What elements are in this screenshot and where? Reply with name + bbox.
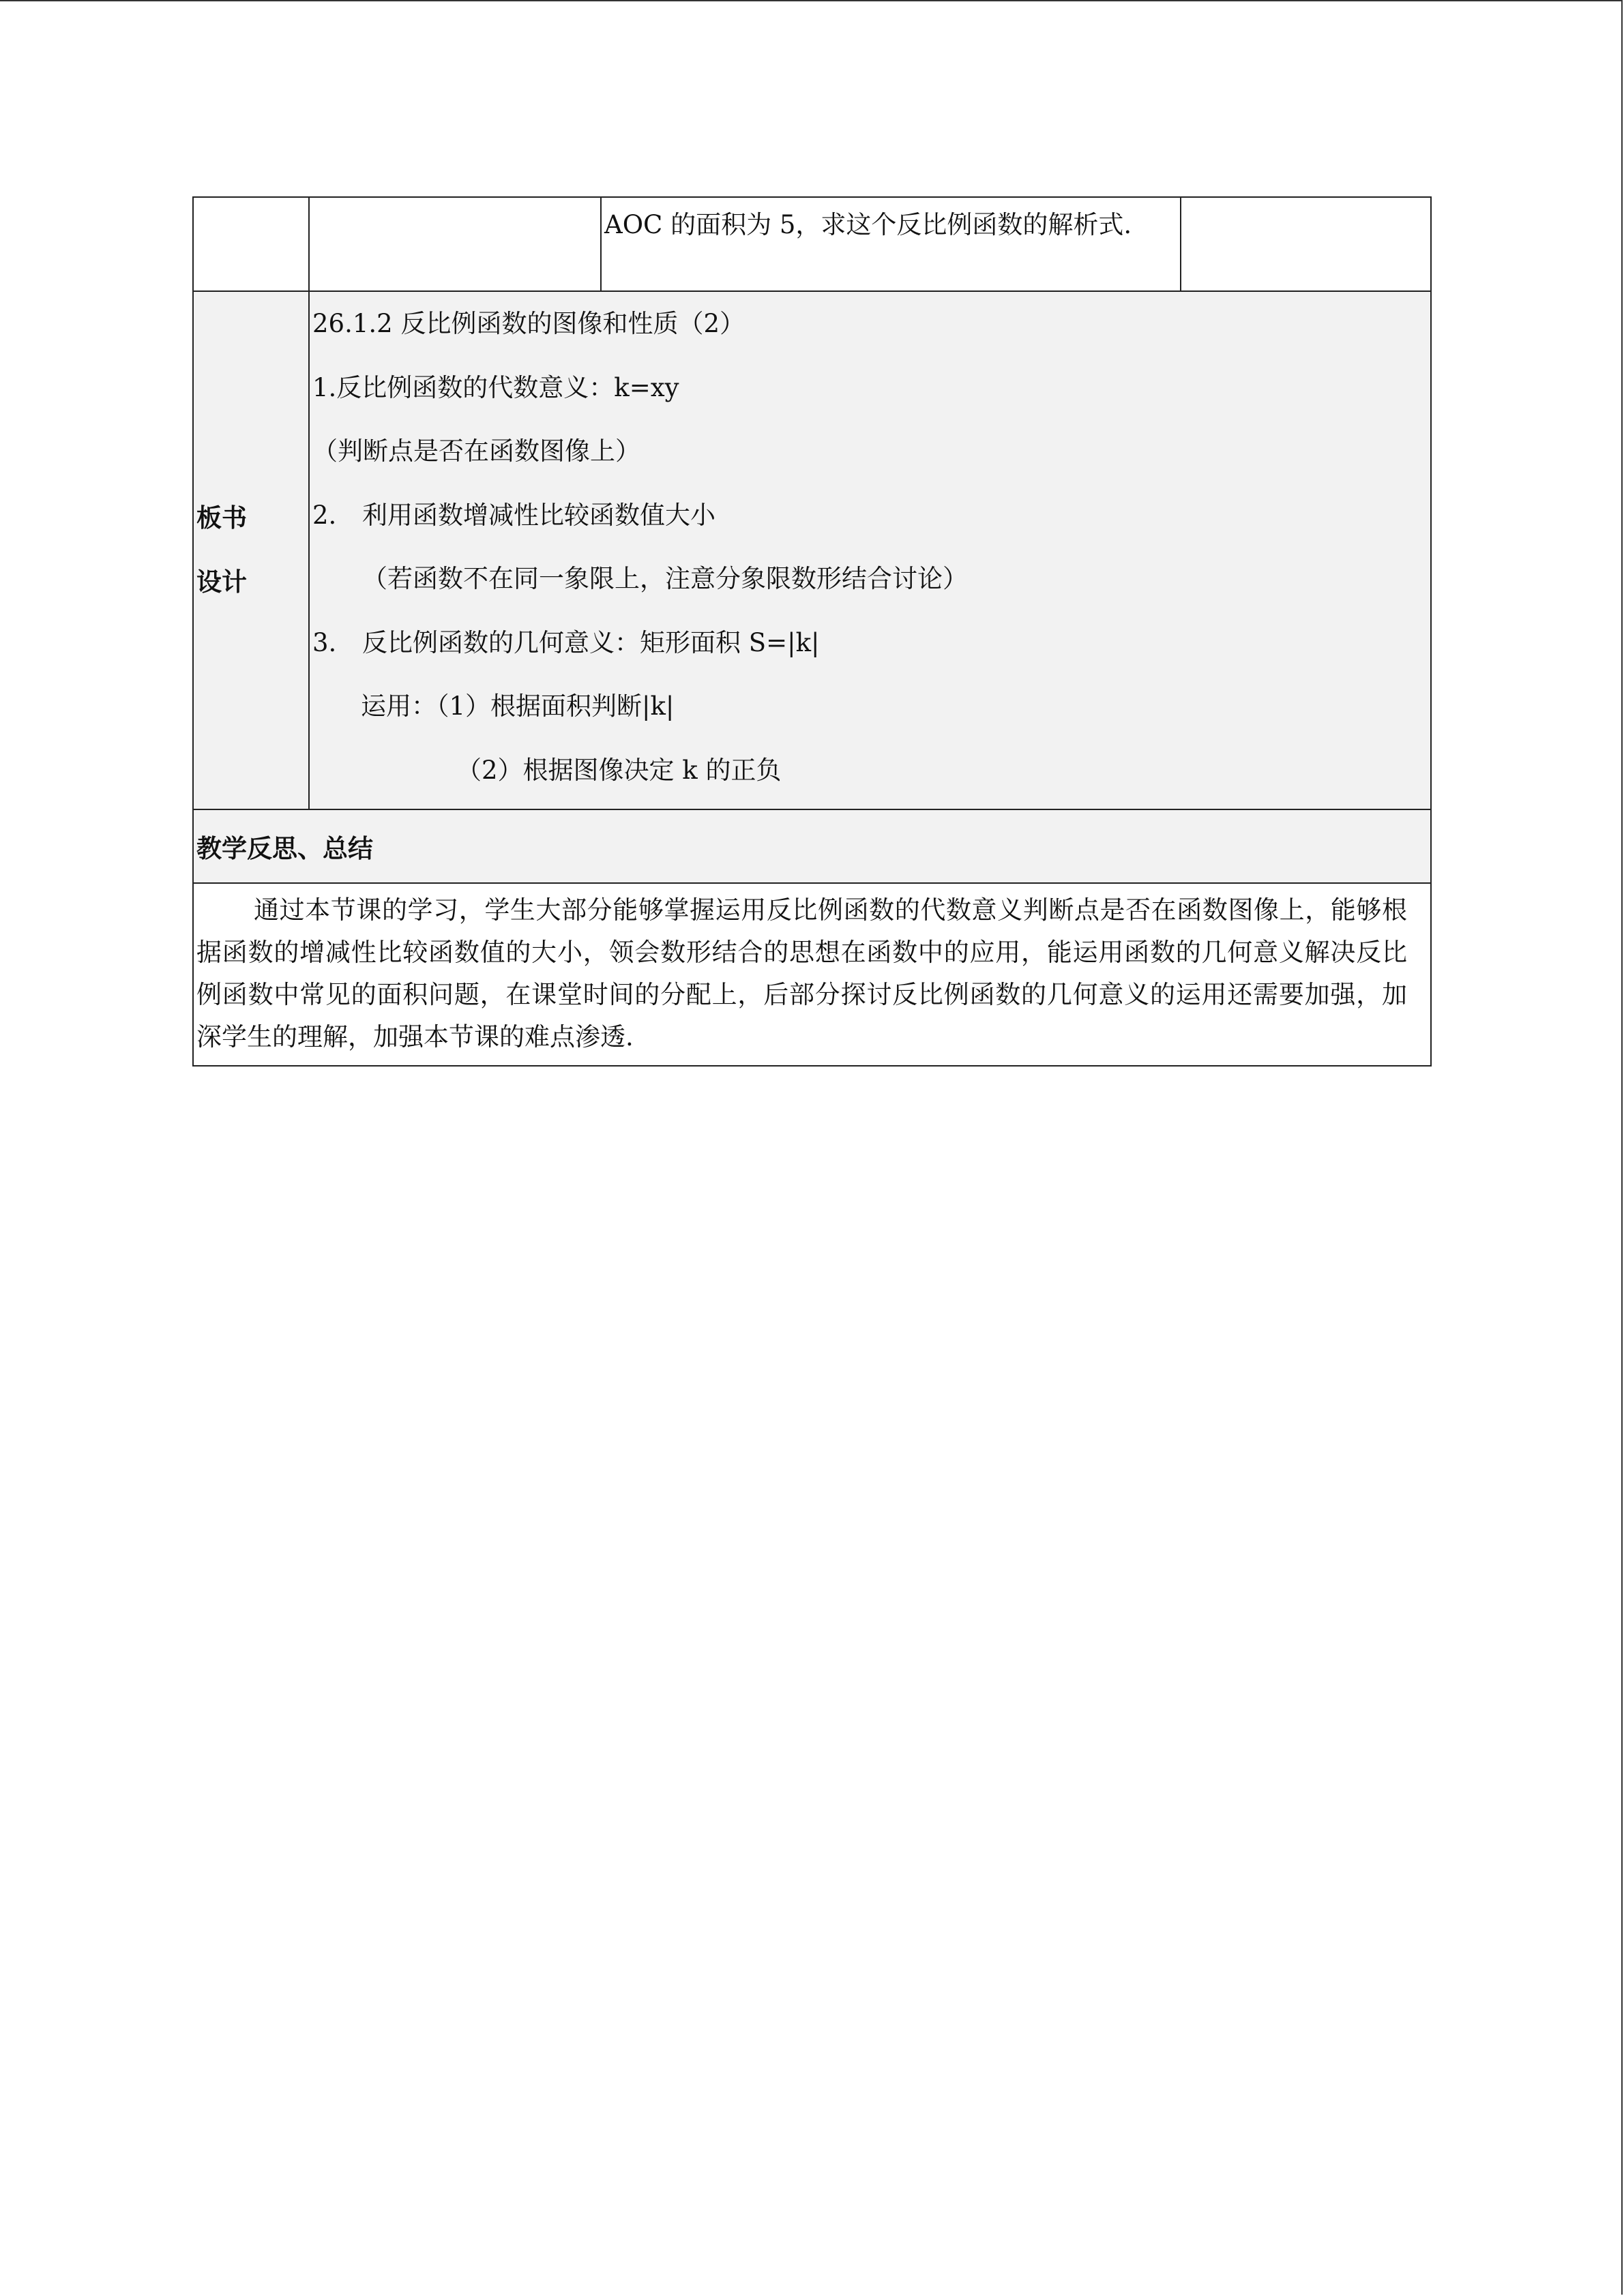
board-item-2-number: 2. [312, 500, 337, 530]
summary-text: 通过本节课的学习，学生大部分能够掌握运用反比例函数的代数意义判断点是否在函数图像上，能够根据函数的增减性比较函数值的大小，领会数形结合的思想在函数中的应用，能运用函数的几何意义解决反比例函数中常见的面积问题，在课堂时间的分配上，后部分探讨反比例函数的几何意义的运用还需要加强，加深学生的理解，加强本节课的难点渗透. [196, 895, 1407, 1052]
board-item-2-note: （若函数不在同一象限上，注意分象限数形结合讨论） [362, 564, 968, 593]
board-item-1-note: （判断点是否在函数图像上） [312, 436, 640, 466]
lesson-table [192, 196, 1432, 1067]
problem-cell [601, 197, 1181, 291]
table-row-board-design [193, 291, 1431, 809]
summary-body-cell [193, 883, 1431, 1066]
problem-text: AOC 的面积为 5，求这个反比例函数的解析式. [604, 210, 1132, 239]
board-design-label-cell [193, 291, 309, 809]
table-row-summary-body [193, 883, 1431, 1066]
empty-cell-activity [309, 197, 601, 291]
board-item-3-number: 3. [312, 627, 337, 657]
board-design-content [310, 292, 1430, 809]
board-item-3 [312, 611, 1430, 675]
board-design-label-line2: 设计 [196, 567, 247, 597]
board-item-3-usage-1: 运用：（1）根据面积判断|k| [361, 691, 675, 721]
board-item-3-text: 反比例函数的几何意义：矩形面积 S=|k| [362, 627, 820, 657]
board-item-3-usage-2: （2）根据图像决定 k 的正负 [456, 755, 782, 785]
table-row-summary-heading [193, 809, 1431, 883]
board-item-2 [312, 483, 1430, 548]
board-design-label-line1: 板书 [196, 503, 247, 533]
table-row-top [193, 197, 1431, 291]
empty-cell-label [193, 197, 309, 291]
summary-heading-cell [193, 809, 1431, 883]
empty-cell-notes [1181, 197, 1431, 291]
board-item-2-text: 利用函数增减性比较函数值大小 [362, 500, 715, 530]
board-design-content-cell [309, 291, 1431, 809]
summary-heading: 教学反思、总结 [196, 834, 373, 863]
board-item-1: 1.反比例函数的代数意义：k=xy [312, 372, 679, 402]
board-title-line: 26.1.2 反比例函数的图像和性质（2） [312, 309, 745, 338]
